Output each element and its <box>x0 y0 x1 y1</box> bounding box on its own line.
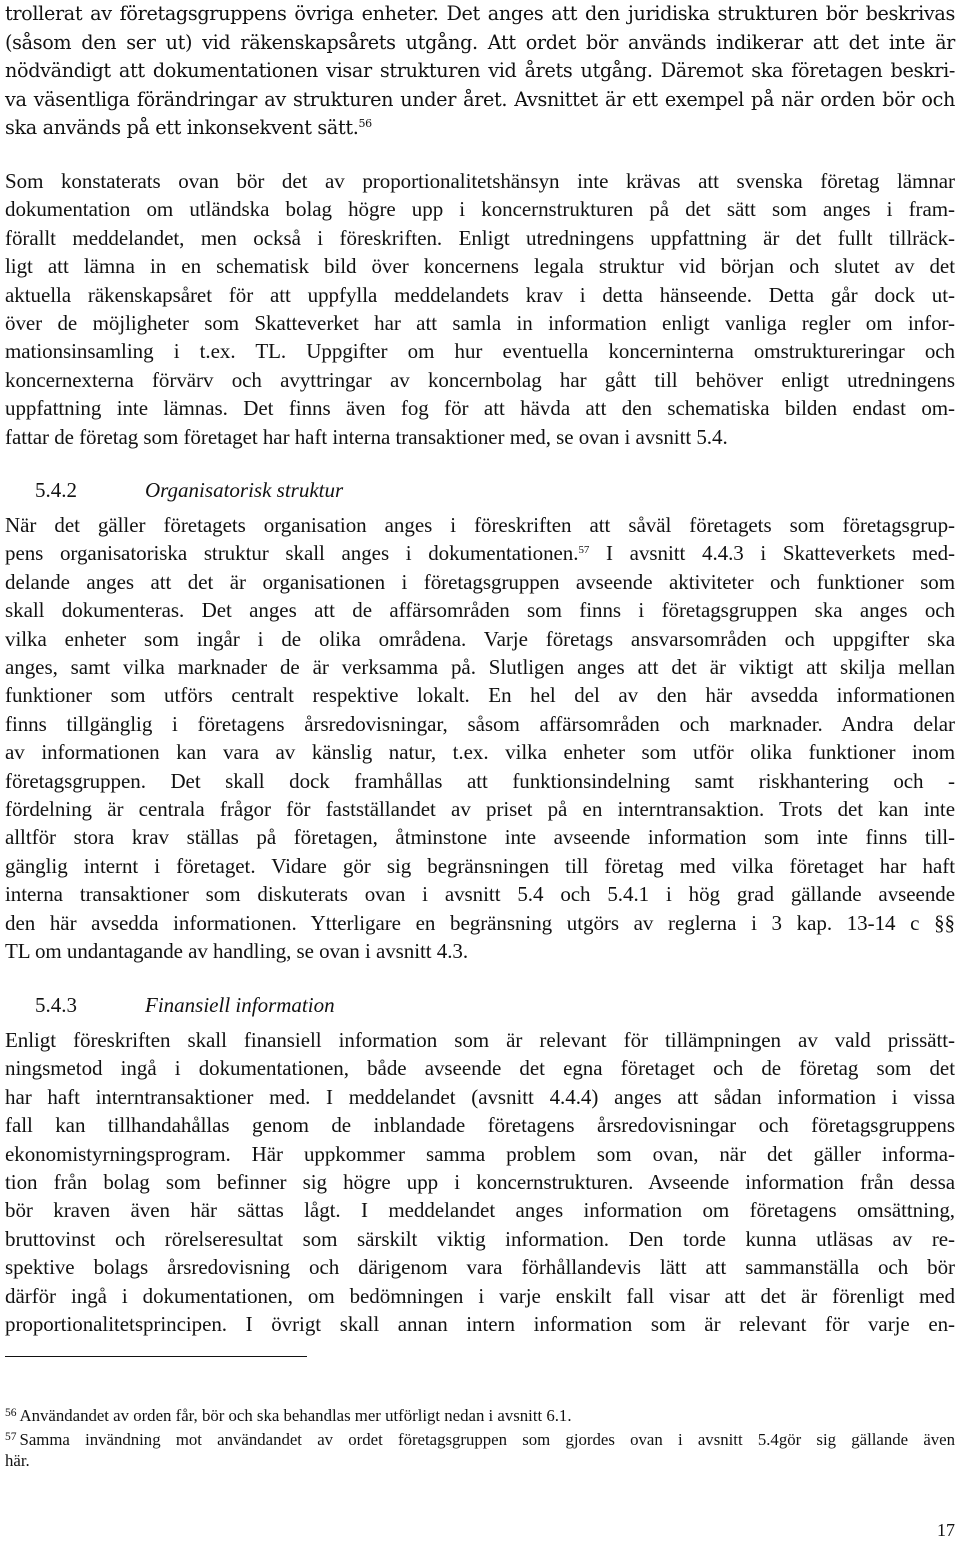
footnote-57 <box>5 1427 955 1471</box>
text-line: över de möjligheter som Skatteverket har att samla in information enligt vanliga regler om infor- <box>5 311 955 336</box>
text-line: därför ingå i dokumentationen, om bedömningen i varje enskilt fall visar att det är förenligt med <box>5 1283 955 1308</box>
text-line: ekonomistyrningsprogram. Här uppkommer samma problem som ovan, när det gäller informa- <box>5 1141 955 1166</box>
text-line: fattar de företag som företaget har haft interna transaktioner med, se ovan i avsnitt 5.4. <box>5 424 728 449</box>
text-line: nödvändigt att dokumentationen visar strukturen vid årets utgång. Däremot ska företagen beskri- <box>5 59 955 83</box>
text-line: koncernexterna förvärv och avyttringar av koncernbolag har gått till behöver enligt utredningens <box>5 367 955 392</box>
text-line: dokumentation om utländska bolag högre upp i koncernstrukturen på det sätt som anges i fram- <box>5 197 955 222</box>
footnote-number: 56 <box>5 1407 17 1419</box>
text-line: vilka enheter som ingår i de olika områdena. Varje företags ansvarsområden och uppgifter ska <box>5 626 955 651</box>
footnote-56 <box>5 1403 955 1426</box>
text-line: va väsentliga förändringar av strukturen under året. Avsnittet är ett exempel på när orden bör och <box>5 87 955 111</box>
text-line: uppfattning inte lämnas. Det finns även fog för att hävda att den schematiska bilden endast om- <box>5 396 955 421</box>
text-line: företagsgruppen. Det skall dock framhållas att funktionsindelning samt riskhantering och - <box>5 768 955 793</box>
text-line: Som konstaterats ovan bör det av proportionalitetshänsyn inte krävas att svenska företag lämnar <box>5 169 955 193</box>
text-line: När det gäller företagets organisation anges i föreskriften att såväl företagets som företagsgrup- <box>5 513 955 537</box>
text-line-content: ska används på ett inkonsekvent sätt. <box>5 116 359 140</box>
text-line: av informationen kan vara av känslig natur, t.ex. vilka enheter som utför olika funktioner inom <box>5 740 955 765</box>
text-line: trollerat av företagsgruppens övriga enheter. Det anges att den juridiska strukturen bör beskrivas <box>5 2 955 25</box>
paragraph-organisation <box>5 511 955 966</box>
text-line: fördelning är centrala frågor för fastställandet av priset på en interntransaktion. Trots det kan inte <box>5 797 955 822</box>
text-line-content: I avsnitt 4.4.3 i Skatteverkets med- <box>589 541 955 566</box>
section-number: 5.4.2 <box>35 478 77 502</box>
text-line: Enligt föreskriften skall finansiell information som är relevant för tillämpningen av vald prissätt- <box>5 1028 955 1052</box>
text-line: interna transaktioner som diskuterats ovan i avsnitt 5.4 och 5.4.1 i hög grad gällande avseende <box>5 882 955 907</box>
text-line: ligt att lämna in en schematisk bild över koncernens legala struktur vid början och slutet av det <box>5 254 955 279</box>
section-heading-5-4-3 <box>5 993 335 1018</box>
text-line: gänglig internt i företaget. Vidare gör sig begränsningen till företag med vilka företaget har haft <box>5 853 955 878</box>
footnote-ref-57[interactable]: 57 <box>578 544 590 557</box>
text-line: bör kraven även här sättas lågt. I meddelandet anges information om företagens omsättning, <box>5 1198 955 1223</box>
text-line: ningsmetod ingå i dokumentationen, både avseende det egna företaget och de företag som det <box>5 1056 955 1081</box>
text-line: finns tillgänglig i företagens årsredovisningar, såsom affärsområden och marknader. Andra delar <box>5 711 955 736</box>
footnote-line <box>5 1427 955 1450</box>
footnote-text: Användandet av orden får, bör och ska behandlas mer utförligt nedan i avsnitt 6.1. <box>19 1406 572 1425</box>
text-line: anges, samt vilka marknader de är verksamma på. Slutligen anges att det är viktigt att skilja mellan <box>5 655 955 680</box>
section-title: Organisatorisk struktur <box>145 478 344 502</box>
text-line: funktioner som utförs centralt respektive lokalt. En hel del av den här avsedda informationen <box>5 683 955 708</box>
paragraph-legal-structure <box>5 0 955 143</box>
footnote-ref-56[interactable]: 56 <box>358 117 372 131</box>
text-line: spektive bolags årsredovisning och därigenom vara förhållandevis lätt att sammanställa och bör <box>5 1255 955 1280</box>
text-line-content: pens organisatoriska struktur skall anges i dokumentationen. <box>5 541 579 566</box>
footnote-separator <box>5 1356 307 1357</box>
text-line: delande anges att det är organisationen i företagsgruppen avseende aktiviteter och funktioner som <box>5 569 955 594</box>
paragraph-proportionality <box>5 167 955 451</box>
text-line: mationsinsamling i t.ex. TL. Uppgifter om hur eventuella koncerninterna omstruktureringar och <box>5 339 955 364</box>
text-line: tion från bolag som befinner sig högre upp i koncernstrukturen. Avseende information från dessa <box>5 1170 955 1195</box>
text-line: TL om undantagande av handling, se ovan i avsnitt 4.3. <box>5 939 469 964</box>
paragraph-financial-information <box>5 1026 955 1338</box>
footnote-line: här. <box>5 1451 30 1470</box>
text-line <box>5 114 955 143</box>
footnote-text: Samma invändning mot användandet av ordet företagsgruppen som gjordes ovan i avsnitt 5.4gör sig gällande även <box>19 1430 955 1449</box>
text-line: (såsom den ser ut) vid räkenskapsårets utgång. Att ordet bör används indikerar att det inte är <box>5 30 955 54</box>
section-number: 5.4.3 <box>35 993 77 1017</box>
text-line: den här avsedda informationen. Ytterligare en begränsning utgörs av reglerna i 3 kap. 13-14 c §§ <box>5 910 955 935</box>
text-line <box>5 539 955 567</box>
text-line: har haft interntransaktioner med. I meddelandet (avsnitt 4.4.4) anges att sådan information i vissa <box>5 1084 955 1109</box>
section-heading-5-4-2 <box>5 478 343 503</box>
text-line: skall dokumenteras. Det anges att de affärsområden som finns i företagsgruppen ska anges och <box>5 598 955 623</box>
section-title: Finansiell information <box>145 993 335 1017</box>
text-line: aktuella räkenskapsåret för att uppfylla meddelandets krav i detta hänseende. Detta går dock ut- <box>5 282 955 307</box>
footnote-number: 57 <box>5 1431 17 1443</box>
text-line: förallt meddelandet, men också i föreskriften. Enligt utredningens uppfattning är det fullt tillräck- <box>5 225 955 250</box>
text-line: proportionalitetsprincipen. I övrigt skall annan intern information som är relevant för varje en- <box>5 1312 955 1337</box>
page-number: 17 <box>937 1520 955 1540</box>
footnote-line <box>5 1403 955 1426</box>
text-line: bruttovinst och rörelseresultat som särskilt viktig information. Den torde kunna utläsas av re- <box>5 1226 955 1251</box>
text-line: fall kan tillhandahållas genom de inblandade företagens årsredovisningar och företagsgruppens <box>5 1113 955 1138</box>
text-line: alltför stora krav ställas på företagen, åtminstone inte avseende information som inte finns till- <box>5 825 955 850</box>
